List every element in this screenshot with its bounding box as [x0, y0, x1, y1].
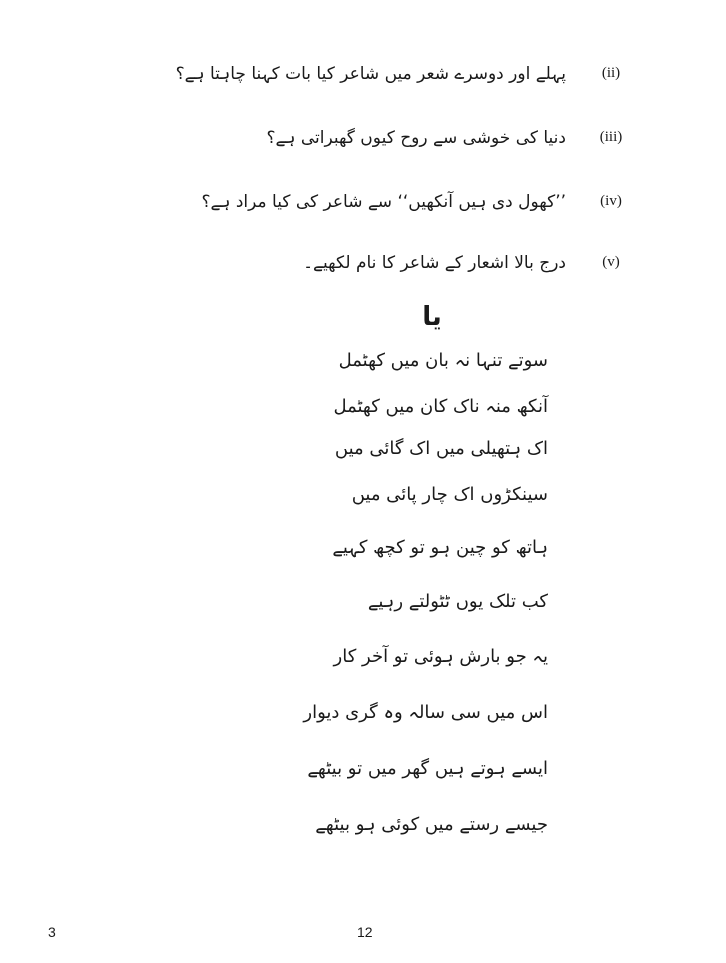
page-number: 12 [357, 924, 373, 940]
question-text: پہلے اور دوسرے شعر میں شاعر کیا بات کہنا چاہتا ہے؟ [175, 64, 566, 84]
poem-verse: جیسے رستے میں کوئی ہو بیٹھے [315, 814, 548, 835]
question-number: (iv) [600, 193, 622, 209]
page-code: 3 [48, 924, 56, 940]
question-number: (ii) [601, 65, 621, 81]
or-divider-label: یا [422, 302, 442, 332]
question-number: (v) [602, 254, 620, 270]
question-item-iii [0, 119, 726, 159]
poem-verse: اس میں سی سالہ وہ گری دیوار [303, 702, 548, 723]
poem-verse: یہ جو بارش ہوئی تو آخر کار [333, 646, 548, 667]
question-item-v [0, 244, 726, 284]
question-item-iv [0, 183, 726, 223]
poem-verse: اک ہتھیلی میں اک گائی میں [334, 438, 548, 459]
poem-verse: کب تلک یوں ٹٹولتے رہیے [367, 591, 548, 612]
poem-verse: سوتے تنہا نہ بان میں کھٹمل [338, 350, 548, 371]
question-text: درج بالا اشعار کے شاعر کا نام لکھیے۔ [303, 253, 566, 273]
poem-verse: ایسے ہوتے ہیں گھر میں تو بیٹھے [307, 758, 548, 779]
question-text: دنیا کی خوشی سے روح کیوں گھبراتی ہے؟ [266, 128, 566, 148]
question-item-ii [0, 55, 726, 95]
question-text: ’’کھول دی ہیں آنکھیں‘‘ سے شاعر کی کیا مراد ہے؟ [201, 192, 566, 212]
question-number: (iii) [599, 129, 623, 145]
poem-verse: آنکھ منہ ناک کان میں کھٹمل [333, 396, 548, 417]
poem-verse: سینکڑوں اک چار پائی میں [351, 484, 548, 505]
poem-verse: ہاتھ کو چین ہو تو کچھ کہیے [332, 537, 548, 558]
